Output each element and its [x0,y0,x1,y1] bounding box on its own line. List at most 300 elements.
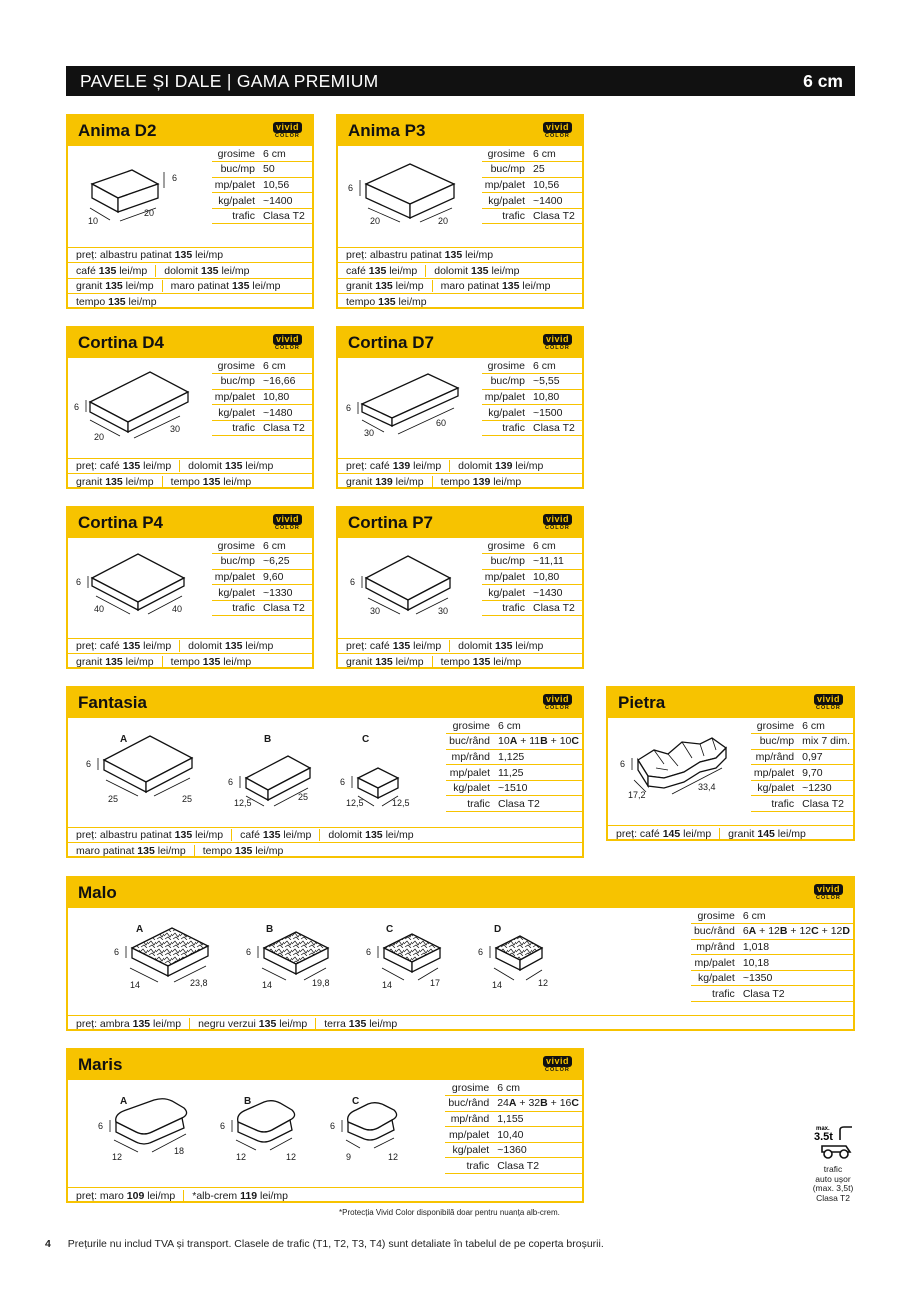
spec-row [212,358,312,374]
spec-row [751,780,853,796]
dim-height: 6 [114,947,120,957]
spec-value: ~1500 [530,405,582,421]
dim-height: 6 [246,947,252,957]
price-item: preț: café 145 lei/mp [616,827,712,840]
spec-row [445,1080,582,1096]
piece-label-c: C [362,734,370,745]
spec-row [212,208,312,224]
card-title-bar [68,1050,582,1080]
dim-height: 6 [350,577,356,587]
spec-row [212,600,312,616]
spec-value: ~1480 [260,405,312,421]
spec-row [751,796,853,812]
price-row [338,458,582,474]
spec-key: mp/palet [751,765,799,781]
spec-key: buc/rând [446,734,495,750]
paver-drawing [68,146,208,241]
vivid-color-logo: vivid COLOR [543,334,572,352]
price-item: café 135 lei/mp [231,829,319,841]
dim-length: 12 [388,1152,399,1162]
spec-value: Clasa T2 [530,600,582,616]
price-item: preț: maro 109 lei/mp [76,1189,176,1202]
spec-row [445,1158,582,1174]
product-card-malo [66,876,855,1031]
spec-value: 6 cm [530,146,582,162]
dim-length: 33,4 [698,782,716,792]
price-row [68,473,312,489]
spec-row [482,554,582,570]
price-item: preț: café 135 lei/mp [346,640,442,653]
price-row [68,458,312,474]
product-card-cortina-d7 [336,326,584,489]
spec-key: mp/palet [482,389,530,405]
spec-key: grosime [751,718,799,734]
traffic-badge [800,1122,866,1204]
price-item: granit 135 lei/mp [346,655,424,668]
spec-key: kg/palet [212,405,260,421]
price-row [68,278,312,294]
spec-value: 1,018 [740,939,853,955]
spec-key: buc/mp [212,374,260,390]
spec-key: trafic [212,420,260,436]
spec-value: ~1510 [495,780,582,796]
product-name: Pietra [618,693,666,712]
spec-key: buc/rând [691,924,740,940]
spec-value: 24A + 32B + 16C [494,1096,582,1112]
spec-value: 0,97 [799,749,853,765]
dim-width: 14 [262,980,273,990]
dim-width: 12 [236,1152,247,1162]
spec-table [212,146,312,224]
price-row [68,842,582,858]
spec-key: buc/mp [212,162,260,178]
spec-value: ~1350 [740,970,853,986]
spec-key: kg/palet [482,585,530,601]
price-item: tempo 135 lei/mp [162,476,260,488]
product-name: Maris [78,1055,123,1074]
paver-drawing [68,358,208,453]
dim-width: 14 [130,980,141,990]
traffic-label-3: (max. 3,5t) [812,1183,854,1194]
price-row [338,473,582,489]
spec-row [691,955,853,971]
spec-row [212,554,312,570]
spec-value: 6 cm [740,908,853,924]
price-row [68,247,312,263]
spec-value: 6 cm [799,718,853,734]
spec-key: trafic [212,600,260,616]
spec-value: ~1400 [530,193,582,209]
price-item: granit 145 lei/mp [719,828,814,840]
spec-key: trafic [482,420,530,436]
vivid-color-logo: vivid COLOR [814,884,843,902]
spec-key: grosime [445,1080,494,1096]
dim-length: 19,8 [312,978,330,988]
spec-table [212,358,312,436]
product-card-cortina-p7 [336,506,584,669]
vivid-color-logo: vivid COLOR [543,1056,572,1074]
dim-height: 6 [330,1121,336,1131]
spec-row [751,718,853,734]
spec-value: ~1430 [530,585,582,601]
spec-table [482,146,582,224]
spec-key: trafic [482,600,530,616]
dim-width: 17,2 [628,790,646,800]
spec-row [482,538,582,554]
vivid-color-logo: vivid COLOR [543,514,572,532]
spec-table [445,1080,582,1174]
spec-key: kg/palet [445,1142,494,1158]
spec-value: ~1400 [260,193,312,209]
spec-row [482,420,582,436]
price-item: dolomit 135 lei/mp [179,640,281,652]
price-list [338,247,582,309]
spec-row [212,420,312,436]
spec-value: ~6,25 [260,554,312,570]
piece-label-c: C [386,924,394,935]
card-title-bar [338,116,582,146]
vivid-color-logo: vivid COLOR [543,122,572,140]
spec-key: mp/palet [212,569,260,585]
price-item: dolomit 139 lei/mp [449,460,551,472]
spec-row [446,780,582,796]
price-row [68,1015,853,1031]
spec-row [446,765,582,781]
price-item: dolomit 135 lei/mp [425,265,527,277]
price-item: dolomit 135 lei/mp [179,460,281,472]
price-item: granit 135 lei/mp [76,475,154,488]
card-title-bar [68,116,312,146]
price-item: dolomit 135 lei/mp [155,265,257,277]
spec-row [212,538,312,554]
spec-row [482,162,582,178]
spec-value: 9,60 [260,569,312,585]
piece-label-b: B [244,1096,252,1107]
price-item: granit 135 lei/mp [76,655,154,668]
spec-value: 6A + 12B + 12C + 12D [740,924,853,940]
product-name: Fantasia [78,693,147,712]
vivid-color-logo: vivid COLOR [543,694,572,712]
dim-width: 30 [364,428,375,438]
spec-table [212,538,312,616]
spec-table [482,538,582,616]
spec-row [212,146,312,162]
spec-row [482,193,582,209]
spec-key: mp/palet [212,177,260,193]
spec-key: kg/palet [446,780,495,796]
spec-value: 10,18 [740,955,853,971]
dim-width: 30 [370,606,381,616]
spec-row [751,749,853,765]
price-item: granit 139 lei/mp [346,475,424,488]
spec-value: Clasa T2 [260,420,312,436]
product-name: Cortina P4 [78,513,164,532]
spec-value: Clasa T2 [260,600,312,616]
card-title-bar [338,508,582,538]
spec-value: ~1230 [799,780,853,796]
spec-key: kg/palet [751,780,799,796]
spec-key: grosime [691,908,740,924]
dim-height: 6 [76,577,82,587]
price-list [68,1187,582,1203]
spec-key: kg/palet [482,193,530,209]
price-row [68,262,312,278]
price-item: tempo 135 lei/mp [194,845,292,857]
spec-key: mp/rând [691,939,740,955]
dim-length: 40 [172,604,183,614]
dim-width: 10 [88,216,99,226]
spec-value: 10,80 [530,389,582,405]
dim-width: 12,5 [346,798,364,808]
price-item: tempo 135 lei/mp [346,295,427,308]
spec-value: 10,56 [260,177,312,193]
piece-label-c: C [352,1096,360,1107]
price-item: preț: café 135 lei/mp [76,460,172,473]
dim-length: 25 [182,794,193,804]
price-item: tempo 135 lei/mp [162,656,260,668]
spec-row [446,796,582,812]
dim-width: 12 [112,1152,123,1162]
spec-value: 11,25 [495,765,582,781]
piece-label-a: A [120,1096,128,1107]
spec-value: 1,125 [495,749,582,765]
spec-key: buc/rând [445,1096,494,1112]
svg-text:3.5t: 3.5t [814,1131,833,1143]
price-row [338,638,582,654]
dim-length: 23,8 [190,978,208,988]
spec-value: 10,80 [260,389,312,405]
dim-height: 6 [220,1121,226,1131]
spec-key: kg/palet [691,970,740,986]
vivid-color-logo: vivid COLOR [273,334,302,352]
spec-key: trafic [212,208,260,224]
spec-row [482,600,582,616]
dim-height: 6 [228,777,234,787]
page-title: PAVELE ȘI DALE | GAMA PREMIUM [80,70,379,91]
spec-row [212,162,312,178]
price-item: preț: albastru patinat 135 lei/mp [346,248,494,261]
spec-row [482,405,582,421]
spec-row [446,718,582,734]
spec-row [212,585,312,601]
dim-height: 6 [86,759,92,769]
piece-label-d: D [494,924,502,935]
spec-value: 10,56 [530,177,582,193]
spec-value: Clasa T2 [530,208,582,224]
price-row [68,827,582,843]
spec-key: trafic [691,986,740,1002]
dim-length: 17 [430,978,441,988]
spec-key: buc/mp [482,554,530,570]
spec-row [445,1142,582,1158]
spec-table [751,718,853,812]
spec-key: buc/mp [212,554,260,570]
spec-table [482,358,582,436]
spec-row [482,177,582,193]
dim-width: 14 [382,980,393,990]
spec-key: mp/palet [446,765,495,781]
spec-key: mp/palet [445,1127,494,1143]
product-card-cortina-d4 [66,326,314,489]
spec-key: trafic [751,796,799,812]
spec-value: 10,80 [530,569,582,585]
product-name: Anima D2 [78,121,157,140]
thickness-label: 6 cm [803,70,843,91]
product-card-maris [66,1048,584,1203]
price-row [68,293,312,309]
page-header [66,66,855,96]
spec-row [691,908,853,924]
price-item: maro patinat 135 lei/mp [76,844,186,857]
product-name: Cortina D4 [78,333,164,352]
vivid-footnote: *Protecția Vivid Color disponibilă doar pentru nuanța alb-crem. [339,1208,560,1217]
spec-row [212,405,312,421]
dim-width: 9 [346,1152,352,1162]
price-item: maro patinat 135 lei/mp [432,280,559,292]
price-item: negru verzui 135 lei/mp [189,1018,315,1030]
card-title-bar [68,688,582,718]
vivid-color-logo: vivid COLOR [814,694,843,712]
price-row [68,638,312,654]
spec-key: grosime [212,538,260,554]
spec-row [751,734,853,750]
spec-value: 6 cm [260,358,312,374]
price-item: tempo 135 lei/mp [432,656,530,668]
dim-height: 6 [340,777,346,787]
paver-drawing [338,538,478,633]
price-item: preț: albastru patinat 135 lei/mp [76,248,224,261]
card-title-bar [608,688,853,718]
dim-width: 25 [108,794,119,804]
spec-row [482,374,582,390]
price-list [608,825,853,841]
vivid-color-logo: vivid COLOR [273,514,302,532]
price-row [338,293,582,309]
card-title-bar [68,508,312,538]
spec-key: kg/palet [212,585,260,601]
dim-length: 30 [170,424,181,434]
dim-height: 6 [98,1121,104,1131]
piece-label-a: A [120,734,128,745]
spec-key: mp/palet [691,955,740,971]
spec-row [691,939,853,955]
card-title-bar [68,328,312,358]
product-name: Cortina P7 [348,513,434,532]
paver-drawing [338,146,478,241]
price-list [338,458,582,489]
spec-value: 6 cm [530,358,582,374]
spec-row [691,924,853,940]
spec-row [212,193,312,209]
price-item: granit 135 lei/mp [346,280,424,293]
price-row [338,262,582,278]
traffic-label-2: auto ușor [815,1173,851,1184]
dim-length: 60 [436,418,447,428]
product-card-anima-p3 [336,114,584,309]
spec-key: grosime [482,538,530,554]
spec-value: 10A + 11B + 10C [495,734,582,750]
dim-length: 30 [438,606,449,616]
spec-value: ~11,11 [530,554,582,570]
spec-value: 1,155 [494,1111,582,1127]
spec-value: 6 cm [530,538,582,554]
spec-table [691,908,853,1002]
spec-row [482,569,582,585]
dim-height: 6 [346,403,352,413]
spec-row [482,389,582,405]
spec-value: ~1330 [260,585,312,601]
spec-row [446,734,582,750]
dim-width: 20 [370,216,381,226]
spec-row [446,749,582,765]
product-card-fantasia [66,686,584,858]
dim-length: 12 [538,978,549,988]
price-item: granit 135 lei/mp [76,280,154,293]
price-item: café 135 lei/mp [76,264,148,277]
spec-key: kg/palet [482,405,530,421]
spec-row [212,177,312,193]
spec-row [482,358,582,374]
card-title-bar [68,878,853,908]
piece-label-b: B [264,734,272,745]
spec-row [445,1127,582,1143]
spec-key: buc/mp [751,734,799,750]
dim-width: 14 [492,980,503,990]
spec-key: buc/mp [482,162,530,178]
vivid-color-logo: vivid COLOR [273,122,302,140]
dim-height: 6 [74,402,80,412]
paver-drawing [338,358,478,453]
card-title-bar [338,328,582,358]
price-item: terra 135 lei/mp [315,1018,405,1030]
dim-length: 25 [298,792,309,802]
spec-key: grosime [212,358,260,374]
traffic-label-4: Clasa T2 [816,1193,850,1204]
dim-height: 6 [620,759,626,769]
price-list [68,638,312,669]
spec-row [482,208,582,224]
price-row [608,825,853,841]
dim-length: 12 [286,1152,297,1162]
spec-value: 10,40 [494,1127,582,1143]
dim-height: 6 [348,183,354,193]
spec-value: Clasa T2 [494,1158,582,1174]
price-item: tempo 139 lei/mp [432,476,530,488]
spec-row [212,569,312,585]
spec-value: Clasa T2 [799,796,853,812]
spec-value: 6 cm [260,538,312,554]
spec-key: mp/rând [751,749,799,765]
price-item: preț: café 135 lei/mp [76,640,172,653]
dim-length: 12,5 [392,798,410,808]
product-name: Cortina D7 [348,333,434,352]
spec-value: 50 [260,162,312,178]
price-row [338,247,582,263]
price-list [68,827,582,858]
dim-height: 6 [478,947,484,957]
page-footer [45,1238,604,1250]
spec-key: grosime [446,718,495,734]
spec-row [691,986,853,1002]
price-row [338,278,582,294]
spec-key: mp/palet [212,389,260,405]
spec-key: trafic [446,796,495,812]
price-list [338,638,582,669]
spec-value: ~16,66 [260,374,312,390]
spec-value: 25 [530,162,582,178]
price-row [338,653,582,669]
spec-key: mp/palet [482,569,530,585]
